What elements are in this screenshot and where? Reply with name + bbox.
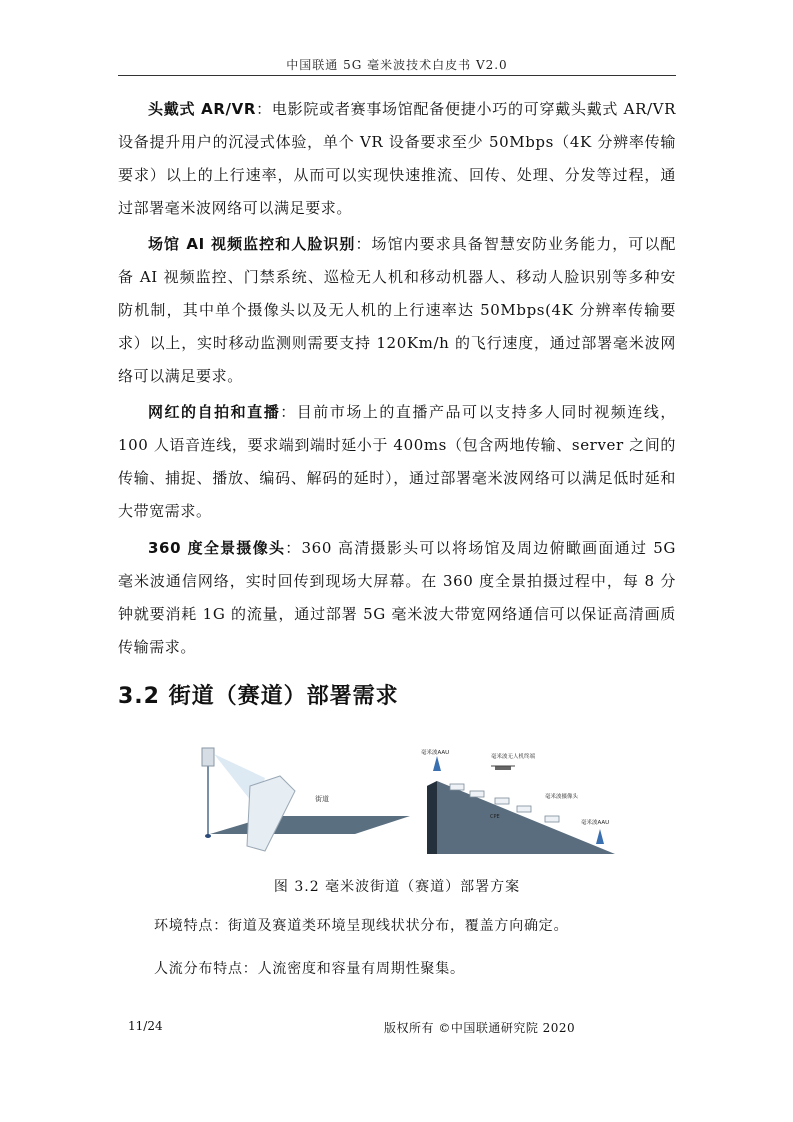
aau-right-top-icon	[433, 756, 441, 771]
term-live: 网红的自拍和直播	[148, 403, 281, 421]
label-street: 街道	[315, 795, 329, 803]
camera-1	[450, 784, 464, 790]
pole-base	[205, 834, 211, 838]
paragraph-ai-video	[118, 228, 676, 393]
page-number: 11/24	[128, 1019, 163, 1033]
paragraph-live	[118, 396, 676, 528]
figure-caption: 图 3.2 毫米波街道（赛道）部署方案	[273, 879, 521, 895]
paragraph-text: ：360 高清摄影头可以将场馆及周边俯瞰画面通过 5G 毫米波通信网络，实时回传到现场大屏幕。在 360 度全景拍摄过程中，每 8 分钟就要消耗 1G 的流量，通过部署 5G 毫米波大带宽网络通信可以保证高清画质传输需求。	[118, 539, 676, 656]
label-drone: 毫米波无人机终端	[491, 754, 536, 760]
label-cpe: CPE	[490, 814, 500, 820]
header-title: 中国联通 5G 毫米波技术白皮书 V2.0	[286, 58, 508, 72]
camera-4	[517, 806, 531, 812]
building	[247, 776, 295, 851]
term-ai-video: 场馆 AI 视频监控和人脸识别	[148, 235, 356, 253]
aau-right-bottom-icon	[596, 829, 604, 844]
feature-crowd: 人流分布特点：人流密度和容量有周期性聚集。	[154, 961, 465, 977]
track-slope	[427, 781, 615, 854]
copyright: 版权所有 ©中国联通研究院 2020	[384, 1021, 576, 1035]
paragraph-text: ：电影院或者赛事场馆配备便捷小巧的可穿戴头戴式 AR/VR 设备提升用户的沉浸式体验，单个 VR 设备要求至少 50Mbps（4K 分辨率传输要求）以上的上行速率，从而可以实现快速推流、回传、处理、分发等过程，通过部署毫米波网络可以满足要求。	[118, 100, 676, 217]
label-camera: 毫米波摄像头	[545, 794, 579, 800]
header-rule	[118, 75, 676, 76]
camera-3	[495, 798, 509, 804]
drone-icon	[491, 766, 515, 770]
camera-2	[470, 791, 484, 797]
paragraph-text: ：场馆内要求具备智慧安防业务能力，可以配备 AI 视频监控、门禁系统、巡检无人机和移动机器人、移动人脸识别等多种安防机制，其中单个摄像头以及无人机的上行速率达 50Mbps(4K 分辨率传输要求）以上，实时移动监测则需要支持 120Km/h 的飞行速度，通过部署毫米波网络可以满足要求。	[118, 235, 676, 385]
paragraph-360	[118, 532, 676, 664]
paragraph-text: ：目前市场上的直播产品可以支持多人同时视频连线，100 人语音连线，要求端到端时延小于 400ms（包含两地传输、server 之间的传输、捕捉、播放、编码、解码的延时），通过部署毫米波网络可以满足低时延和大带宽需求。	[118, 403, 676, 520]
deployment-figure	[195, 736, 620, 861]
section-title: 3.2 街道（赛道）部署需求	[118, 684, 399, 709]
label-aau-left: 毫米波AAU	[421, 750, 450, 756]
label-aau-right: 毫米波AAU	[581, 820, 610, 826]
feature-environment: 环境特点：街道及赛道类环境呈现线状状分布，覆盖方向确定。	[154, 918, 569, 934]
paragraph-ar-vr	[118, 93, 676, 225]
camera-5	[545, 816, 559, 822]
aau-left-unit	[202, 748, 214, 766]
track-wall	[427, 781, 437, 854]
term-360: 360 度全景摄像头	[148, 539, 286, 557]
street-road	[210, 816, 410, 834]
term-ar-vr: 头戴式 AR/VR	[148, 100, 256, 118]
